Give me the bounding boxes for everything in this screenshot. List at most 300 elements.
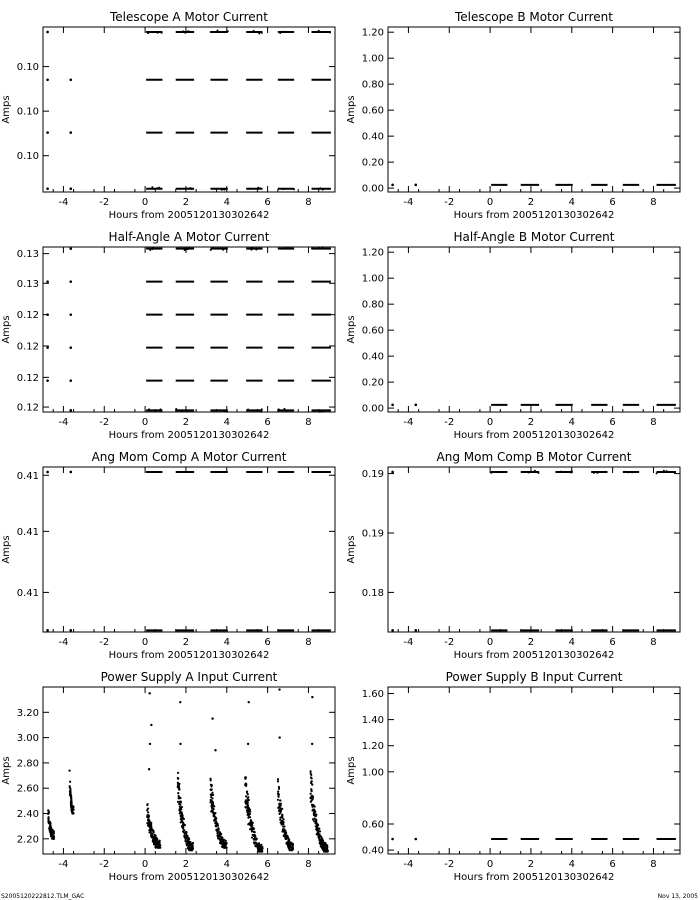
- x-tick-label: 4: [568, 859, 575, 870]
- chart-title: Telescope B Motor Current: [454, 10, 614, 24]
- data-point: [318, 828, 320, 830]
- data-point: [69, 313, 72, 316]
- data-point: [180, 807, 182, 809]
- data-point: [666, 470, 668, 472]
- data-point: [68, 770, 70, 772]
- data-point: [148, 819, 150, 821]
- data-point: [221, 841, 223, 843]
- data-point: [316, 823, 318, 825]
- chart-title: Ang Mom Comp A Motor Current: [91, 450, 287, 464]
- data-point: [286, 841, 288, 843]
- data-point: [223, 410, 225, 412]
- data-point: [497, 471, 499, 473]
- data-point: [247, 743, 249, 745]
- data-point: [322, 843, 324, 845]
- data-point: [177, 792, 179, 794]
- data-point: [177, 777, 179, 779]
- data-point: [247, 805, 249, 807]
- data-point: [179, 188, 181, 190]
- data-point: [148, 408, 150, 410]
- chart-panel-2: [346, 10, 680, 221]
- data-point: [147, 807, 149, 809]
- data-point: [71, 811, 73, 813]
- data-point: [146, 803, 148, 805]
- y-tick-label: 2.80: [16, 758, 39, 770]
- x-tick-label: 0: [141, 417, 149, 428]
- data-point: [47, 813, 49, 815]
- data-point: [189, 187, 191, 189]
- data-point: [251, 824, 253, 826]
- data-point: [212, 247, 214, 249]
- data-point: [285, 247, 287, 249]
- x-tick-label: 6: [609, 197, 616, 208]
- y-tick-label: 0.10: [16, 151, 39, 163]
- data-point: [322, 845, 324, 847]
- data-point: [319, 835, 321, 837]
- data-point: [46, 471, 49, 474]
- data-point: [150, 835, 152, 837]
- data-point: [319, 830, 321, 832]
- x-tick-label: -4: [403, 197, 414, 208]
- data-point: [187, 840, 189, 842]
- data-point: [283, 831, 285, 833]
- data-point: [157, 32, 159, 34]
- y-tick-label: 0.12: [16, 372, 39, 384]
- data-point: [313, 814, 315, 816]
- y-axis-label: Amps: [1, 535, 12, 564]
- data-point: [414, 629, 417, 632]
- data-point: [311, 743, 313, 745]
- axes-frame: [43, 687, 335, 854]
- x-tick-label: 2: [527, 417, 535, 428]
- data-point: [225, 843, 227, 845]
- data-point: [292, 843, 294, 845]
- data-point: [312, 798, 314, 800]
- data-point: [259, 187, 261, 189]
- x-tick-label: 8: [305, 417, 312, 428]
- chart-panel-8: [346, 670, 680, 883]
- x-tick-label: 0: [486, 637, 494, 648]
- chart-title: Half-Angle A Motor Current: [108, 230, 270, 244]
- data-point: [154, 846, 156, 848]
- x-tick-label: -2: [99, 417, 110, 428]
- data-point: [180, 818, 182, 820]
- y-axis-label: Amps: [346, 95, 357, 124]
- data-point: [258, 32, 260, 34]
- data-point: [288, 843, 290, 845]
- data-point: [251, 247, 253, 249]
- y-tick-label: 0.80: [361, 79, 384, 91]
- data-point: [51, 829, 53, 831]
- data-point: [218, 838, 220, 840]
- x-tick-label: 0: [141, 637, 149, 648]
- axes-frame: [388, 467, 680, 632]
- data-point: [185, 839, 187, 841]
- data-point: [187, 30, 189, 32]
- data-point: [158, 187, 160, 189]
- y-tick-label: 0.00: [361, 183, 384, 195]
- data-point: [177, 801, 179, 803]
- x-tick-label: 6: [609, 637, 616, 648]
- data-point: [280, 803, 282, 805]
- data-point: [184, 249, 186, 251]
- data-point: [187, 837, 189, 839]
- data-point: [69, 346, 72, 349]
- x-tick-label: -2: [99, 859, 110, 870]
- data-point: [281, 815, 283, 817]
- data-point: [656, 472, 658, 474]
- x-tick-label: 6: [609, 859, 616, 870]
- x-tick-label: 0: [486, 197, 494, 208]
- data-point: [311, 777, 313, 779]
- data-point: [279, 808, 281, 810]
- data-point: [261, 408, 263, 410]
- data-point: [187, 410, 189, 412]
- x-tick-label: -4: [58, 859, 69, 870]
- data-point: [177, 772, 179, 774]
- data-point: [310, 789, 312, 791]
- data-point: [315, 821, 317, 823]
- x-tick-label: -2: [444, 417, 455, 428]
- data-point: [180, 811, 182, 813]
- data-point: [69, 247, 72, 250]
- data-point: [178, 809, 180, 811]
- data-point: [248, 810, 250, 812]
- axes-frame: [388, 247, 680, 412]
- chart-panel-1: [1, 10, 335, 221]
- data-point: [251, 830, 253, 832]
- data-point: [623, 471, 625, 473]
- data-point: [218, 828, 220, 830]
- data-point: [70, 804, 72, 806]
- data-point: [316, 827, 318, 829]
- data-point: [247, 797, 249, 799]
- data-point: [69, 280, 72, 283]
- data-point: [534, 470, 536, 472]
- axes-frame: [43, 467, 335, 632]
- chart-title: Telescope A Motor Current: [110, 10, 268, 24]
- data-point: [178, 788, 180, 790]
- data-point: [253, 30, 255, 32]
- data-point: [183, 836, 185, 838]
- y-tick-label: 0.60: [361, 105, 384, 117]
- data-point: [70, 797, 72, 799]
- x-tick-label: 6: [264, 637, 271, 648]
- data-point: [259, 850, 261, 852]
- y-axis-label: Amps: [346, 535, 357, 564]
- y-tick-label: 0.40: [361, 845, 384, 857]
- data-point: [220, 833, 222, 835]
- axes-frame: [388, 687, 680, 854]
- x-tick-label: -4: [58, 417, 69, 428]
- x-tick-label: 0: [141, 859, 149, 870]
- y-tick-label: 0.20: [361, 377, 384, 389]
- data-point: [150, 724, 152, 726]
- data-point: [319, 187, 321, 189]
- data-point: [248, 701, 250, 703]
- data-point: [246, 791, 248, 793]
- chart-panel-4: [346, 230, 680, 441]
- data-point: [245, 795, 247, 797]
- data-point: [391, 471, 394, 474]
- data-point: [178, 786, 180, 788]
- data-point: [323, 410, 325, 412]
- data-point: [69, 786, 71, 788]
- x-tick-label: 4: [223, 417, 230, 428]
- data-point: [185, 843, 187, 845]
- y-tick-label: 1.60: [361, 689, 384, 701]
- data-point: [322, 189, 324, 191]
- data-point: [212, 804, 214, 806]
- y-tick-label: 0.10: [16, 106, 39, 118]
- data-point: [187, 845, 189, 847]
- data-point: [663, 470, 665, 472]
- data-point: [149, 830, 151, 832]
- data-point: [249, 816, 251, 818]
- data-point: [211, 784, 213, 786]
- data-point: [261, 32, 263, 34]
- data-point: [69, 409, 72, 412]
- y-tick-label: 0.41: [16, 526, 39, 538]
- data-point: [153, 837, 155, 839]
- data-point: [244, 776, 246, 778]
- data-point: [247, 814, 249, 816]
- data-point: [180, 815, 182, 817]
- y-tick-label: 1.20: [361, 27, 384, 39]
- data-point: [310, 770, 312, 772]
- data-point: [258, 846, 260, 848]
- data-point: [69, 794, 71, 796]
- x-tick-label: 4: [223, 197, 230, 208]
- data-point: [46, 187, 49, 190]
- data-point: [281, 808, 283, 810]
- axes-frame: [43, 27, 335, 192]
- data-point: [255, 249, 257, 251]
- data-point: [315, 813, 317, 815]
- data-point: [326, 850, 328, 852]
- data-point: [217, 29, 219, 31]
- data-point: [310, 795, 312, 797]
- x-axis-label: Hours from 2005120130302642: [108, 430, 270, 441]
- data-point: [211, 717, 213, 719]
- x-tick-label: 8: [305, 197, 312, 208]
- y-tick-label: 1.20: [361, 247, 384, 259]
- y-tick-label: 0.60: [361, 325, 384, 337]
- x-tick-label: 2: [527, 637, 535, 648]
- data-point: [71, 801, 73, 803]
- data-point: [313, 805, 315, 807]
- y-axis-label: Amps: [346, 756, 357, 785]
- data-point: [182, 825, 184, 827]
- data-point: [183, 818, 185, 820]
- data-point: [181, 410, 183, 412]
- chart-title: Power Supply B Input Current: [445, 670, 623, 684]
- data-point: [221, 843, 223, 845]
- data-point: [216, 822, 218, 824]
- data-point: [253, 831, 255, 833]
- data-point: [186, 248, 188, 250]
- data-point: [310, 801, 312, 803]
- data-point: [160, 408, 162, 410]
- data-point: [329, 32, 331, 34]
- data-point: [46, 79, 49, 82]
- data-point: [322, 841, 324, 843]
- data-point: [218, 836, 220, 838]
- data-point: [211, 797, 213, 799]
- data-point: [391, 184, 394, 187]
- x-tick-label: 4: [223, 859, 230, 870]
- data-point: [149, 249, 151, 251]
- data-point: [282, 821, 284, 823]
- y-tick-label: 1.20: [361, 741, 384, 753]
- data-point: [287, 846, 289, 848]
- x-tick-label: -4: [403, 859, 414, 870]
- data-point: [179, 743, 181, 745]
- data-point: [248, 808, 250, 810]
- x-tick-label: 6: [264, 417, 271, 428]
- y-tick-label: 0.10: [16, 62, 39, 74]
- data-point: [391, 838, 394, 841]
- data-point: [279, 819, 281, 821]
- y-tick-label: 2.20: [16, 834, 39, 846]
- data-point: [250, 819, 252, 821]
- data-point: [414, 838, 417, 841]
- x-tick-label: -2: [444, 637, 455, 648]
- data-point: [215, 825, 217, 827]
- data-point: [184, 32, 186, 34]
- data-point: [46, 629, 49, 632]
- x-tick-label: -4: [58, 197, 69, 208]
- x-tick-label: 8: [305, 859, 312, 870]
- data-point: [283, 825, 285, 827]
- data-point: [224, 847, 226, 849]
- x-tick-label: 6: [264, 859, 271, 870]
- data-point: [631, 471, 633, 473]
- data-point: [46, 379, 49, 382]
- data-point: [291, 847, 293, 849]
- y-axis-label: Amps: [1, 95, 12, 124]
- data-point: [153, 831, 155, 833]
- y-tick-label: 0.13: [16, 249, 39, 261]
- data-point: [245, 785, 247, 787]
- x-tick-label: 8: [650, 859, 657, 870]
- y-tick-label: 1.00: [361, 273, 384, 285]
- data-point: [391, 629, 394, 632]
- data-point: [277, 790, 279, 792]
- data-point: [183, 831, 185, 833]
- data-point: [288, 848, 290, 850]
- data-point: [49, 830, 51, 832]
- chart-title: Ang Mom Comp B Motor Current: [436, 450, 632, 464]
- data-point: [210, 249, 212, 251]
- data-point: [604, 471, 606, 473]
- data-point: [46, 280, 49, 283]
- y-tick-label: 0.12: [16, 341, 39, 353]
- data-point: [213, 820, 215, 822]
- y-tick-label: 0.00: [361, 403, 384, 415]
- footer-left: S2005120222812.TLM_GAC: [1, 893, 85, 900]
- data-point: [156, 187, 158, 189]
- data-point: [156, 837, 158, 839]
- data-point: [260, 411, 262, 413]
- data-point: [283, 188, 285, 190]
- y-tick-label: 0.80: [361, 299, 384, 311]
- data-point: [278, 786, 280, 788]
- data-point: [251, 836, 253, 838]
- y-tick-label: 0.13: [16, 278, 39, 290]
- data-point: [189, 841, 191, 843]
- data-point: [222, 188, 224, 190]
- data-point: [69, 629, 72, 632]
- data-point: [313, 810, 315, 812]
- data-point: [209, 778, 211, 780]
- data-point: [191, 844, 193, 846]
- y-tick-label: 0.40: [361, 131, 384, 143]
- x-tick-label: 0: [141, 197, 149, 208]
- data-point: [311, 248, 313, 250]
- data-point: [69, 471, 72, 474]
- chart-panel-7: [1, 670, 335, 883]
- data-point: [279, 32, 281, 34]
- y-tick-label: 2.40: [16, 809, 39, 821]
- data-point: [147, 32, 149, 34]
- data-point: [258, 842, 260, 844]
- y-tick-label: 0.20: [361, 157, 384, 169]
- y-tick-label: 0.60: [361, 819, 384, 831]
- x-tick-label: 8: [650, 417, 657, 428]
- data-point: [50, 827, 52, 829]
- data-point: [293, 188, 295, 190]
- data-point: [248, 188, 250, 190]
- x-tick-label: -2: [99, 197, 110, 208]
- data-point: [528, 472, 530, 474]
- data-point: [278, 408, 280, 410]
- data-point: [256, 844, 258, 846]
- data-point: [570, 472, 572, 474]
- data-point: [221, 846, 223, 848]
- data-point: [69, 790, 71, 792]
- x-axis-label: Hours from 2005120130302642: [108, 210, 270, 221]
- x-axis-label: Hours from 2005120130302642: [108, 872, 270, 883]
- x-axis-label: Hours from 2005120130302642: [108, 650, 270, 661]
- x-tick-label: 2: [182, 197, 190, 208]
- data-point: [46, 346, 49, 349]
- chart-panel-5: [1, 450, 335, 661]
- data-point: [310, 793, 312, 795]
- x-axis-label: Hours from 2005120130302642: [453, 210, 615, 221]
- x-tick-label: 2: [527, 197, 535, 208]
- data-point: [596, 472, 598, 474]
- data-point: [178, 803, 180, 805]
- data-point: [310, 774, 312, 776]
- data-point: [283, 408, 285, 410]
- data-point: [326, 847, 328, 849]
- data-point: [46, 313, 49, 316]
- data-point: [223, 189, 225, 191]
- data-point: [151, 186, 153, 188]
- data-point: [320, 410, 322, 412]
- data-point: [216, 832, 218, 834]
- y-axis-label: Amps: [1, 756, 12, 785]
- data-point: [285, 837, 287, 839]
- y-tick-label: 3.20: [16, 707, 39, 719]
- data-point: [311, 696, 313, 698]
- data-point: [414, 404, 417, 407]
- data-point: [148, 768, 150, 770]
- data-point: [152, 840, 154, 842]
- data-point: [69, 131, 72, 134]
- data-point: [285, 31, 287, 33]
